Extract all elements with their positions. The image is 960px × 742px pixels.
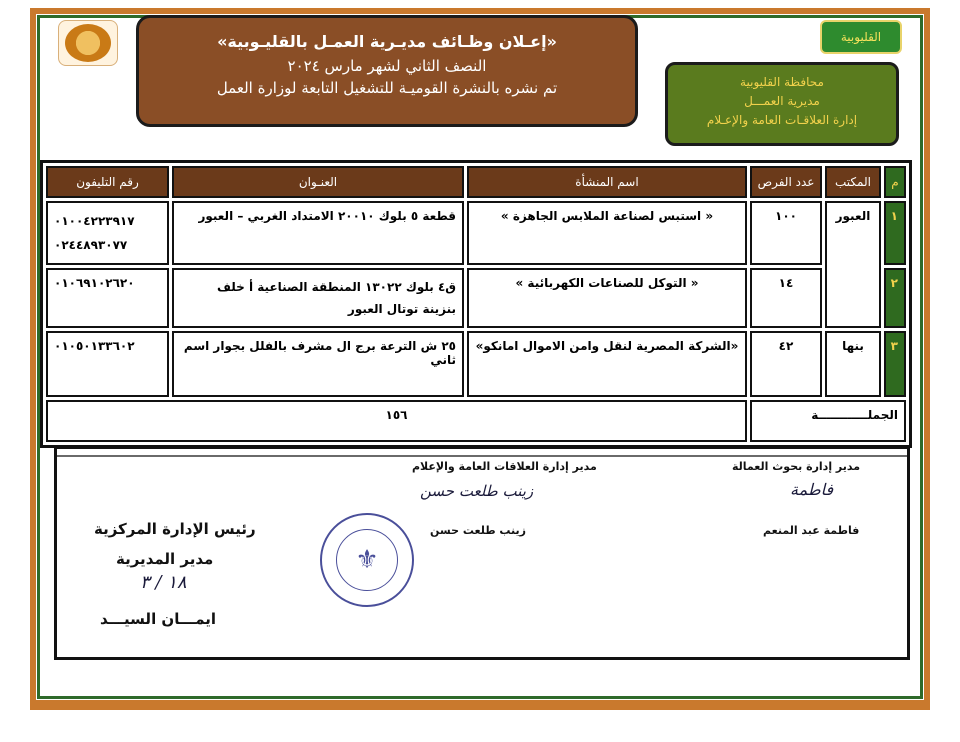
eagle-emblem-icon [65,24,111,62]
row-company: « التوكل للصناعات الكهربائية » [467,268,747,328]
row-address: قطعة ٥ بلوك ٢٠٠١٠ الامتداد الغربي – العبور [172,201,464,265]
central-admin-title: رئيس الإدارة المركزية [94,520,256,538]
row-branch: العبور [825,201,881,328]
row-index: ٢ [884,268,906,328]
total-label: الجملــــــــــــة [750,400,906,442]
row-phone [46,268,169,328]
director-date-handwritten: ١٨ / ٣ [140,572,187,593]
header-phone: رقم التليفون [46,166,169,198]
row-index: ٣ [884,331,906,397]
row-index: ١ [884,201,906,265]
announcement-publication: تم نشره بالنشرة القوميـة للتشغيل التابعة لوزارة العمل [216,79,558,97]
header-address: العنـوان [172,166,464,198]
announcement-title-box [136,15,638,127]
row-company: « استبس لصناعة الملابس الجاهزة » [467,201,747,265]
table-row [46,331,906,397]
row-phone [46,331,169,397]
pr-manager-name: زينب طلعت حسن [430,524,526,537]
bottom-border [30,704,930,710]
governorate-logo [820,20,902,54]
ministry-logo [58,20,118,66]
announcement-title: «إعـلان وظـائف مديـرية العمـل بالقليـوبية» [217,32,557,51]
row-address: ق٤ بلوك ١٣٠٢٢ المنطقة الصناعية أ خلف بنزينة توتال العبور [172,268,464,328]
pr-manager-signature: زينب طلعت حسن [420,482,534,500]
header-company: اسم المنشأة [467,166,747,198]
header-count: عدد الفرص [750,166,822,198]
row-phone-primary: ٠١٠٠٤٢٢٣٩١٧ [54,214,135,228]
row-company: «الشركة المصرية لنقل وامن الاموال امانكو» [467,331,747,397]
director-name: ايمـــان السيـــد [100,610,217,628]
organization-box [665,62,899,146]
table-row [46,201,906,265]
header-branch: المكتب [825,166,881,198]
row-phone-primary: ٠١٠٥٠١٣٣٦٠٢ [54,339,135,353]
research-manager-signature: فاطمة [790,480,834,499]
governorate-logo-text: القليوبية [840,30,882,44]
jobs-table [40,160,912,448]
research-manager-title: مدير إدارة بحوث العمالة [732,460,861,473]
stamp-eagle-icon: ⚜ [336,529,398,591]
row-phone-secondary: ٠٢٤٤٨٩٣٠٧٧ [54,238,128,252]
row-count: ١٠٠ [750,201,822,265]
header-index: م [884,166,906,198]
official-stamp [320,513,414,607]
research-manager-name: فاطمة عبد المنعم [763,524,860,537]
row-phone-primary: ٠١٠٦٩١٠٢٦٢٠ [54,276,135,290]
total-row [46,400,906,442]
row-count: ٤٢ [750,331,822,397]
signature-divider [57,455,907,457]
table-row [46,268,906,328]
directorate-manager-title: مدير المديرية [116,550,214,568]
table-header-row [46,166,906,198]
announcement-period: النصف الثاني لشهر مارس ٢٠٢٤ [287,57,487,75]
row-address: ٢٥ ش الترعة برج ال مشرف بالفلل بجوار اسم ثاني [172,331,464,397]
org-governorate: محافظة القليوبية [740,75,824,89]
pr-manager-title: مدير إدارة العلاقات العامة والإعلام [412,460,597,473]
row-branch: بنها [825,331,881,397]
row-count: ١٤ [750,268,822,328]
org-department: إدارة العلاقـات العامة والإعـلام [706,113,858,127]
org-directorate: مديرية العمـــل [744,94,820,108]
total-value: ١٥٦ [46,400,747,442]
row-phone [46,201,169,265]
